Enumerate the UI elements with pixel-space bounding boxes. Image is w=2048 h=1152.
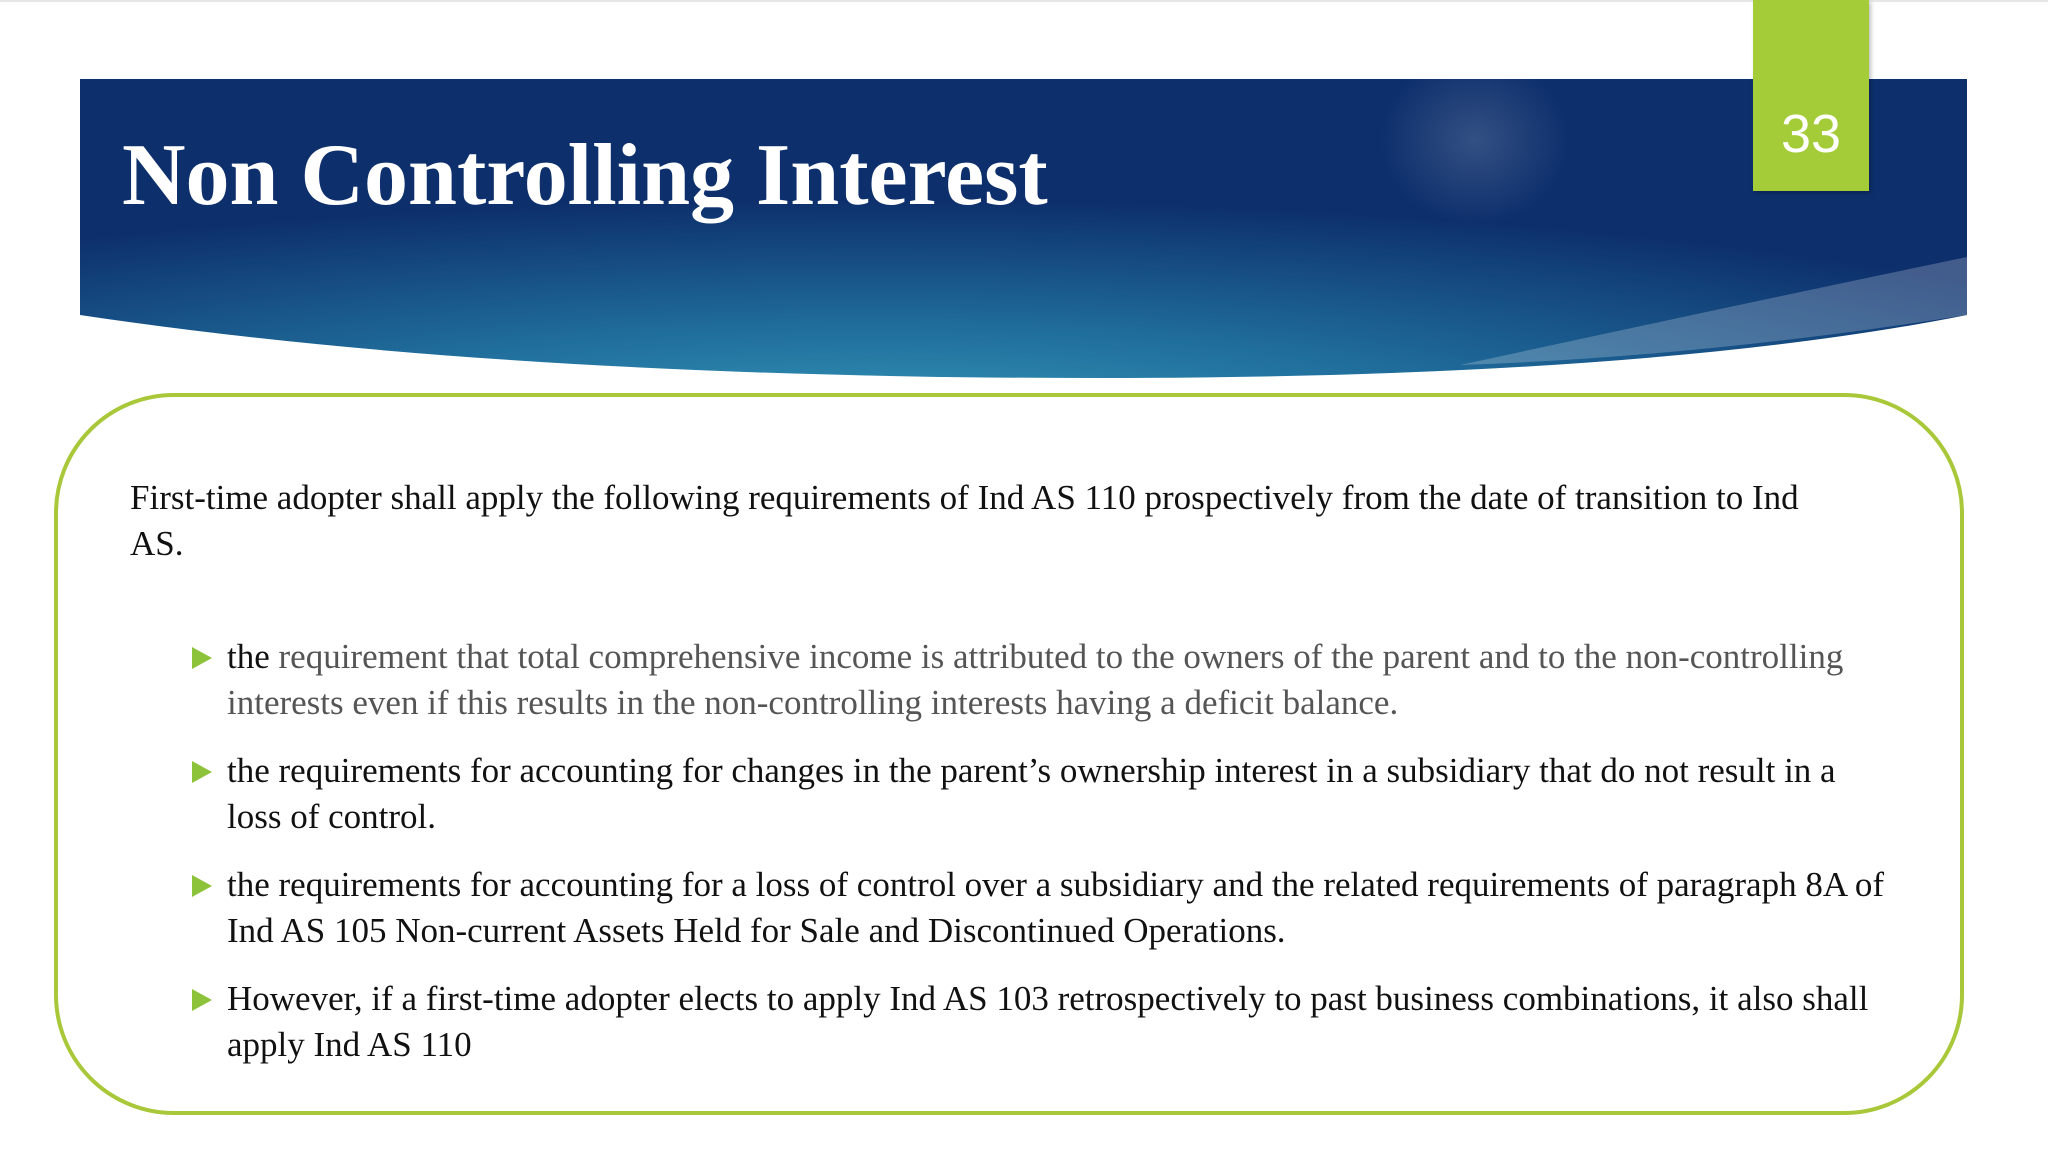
page-number-tab <box>1753 0 1869 191</box>
bullet-item-business-combinations <box>188 976 1888 1068</box>
triangle-right-icon <box>192 989 212 1011</box>
slide-title: Non Controlling Interest <box>122 127 1048 224</box>
bullet-text: the requirements for accounting for changes in the parent’s ownership interest in a subsidiary that do not result in a loss of control. <box>227 751 1836 836</box>
bullet-text: However, if a first-time adopter elects to apply Ind AS 103 retrospectively to past business combinations, it also shall apply Ind AS 110 <box>227 979 1869 1064</box>
bullet-item-loss-of-control <box>188 862 1888 954</box>
bullet-text: the requirements for accounting for a loss of control over a subsidiary and the related requirements of paragraph 8A of Ind AS 105 Non-current Assets Held for Sale and Discontinued Operations. <box>227 865 1885 950</box>
bullet-lead: the <box>227 637 270 676</box>
bullet-list <box>188 634 1888 1090</box>
page-number: 33 <box>1780 104 1842 164</box>
bullet-item-total-comprehensive-income <box>188 634 1888 726</box>
triangle-right-icon <box>192 761 212 783</box>
intro-text: First-time adopter shall apply the following requirements of Ind AS 110 prospectively from the date of transition to Ind AS. <box>130 478 1799 563</box>
triangle-right-icon <box>192 647 212 669</box>
bullet-item-ownership-changes <box>188 748 1888 840</box>
triangle-right-icon <box>192 875 212 897</box>
bullet-text: requirement that total comprehensive income is attributed to the owners of the parent and to the non-controlling interests even if this results in the non-controlling interests having a deficit balance. <box>227 637 1844 722</box>
